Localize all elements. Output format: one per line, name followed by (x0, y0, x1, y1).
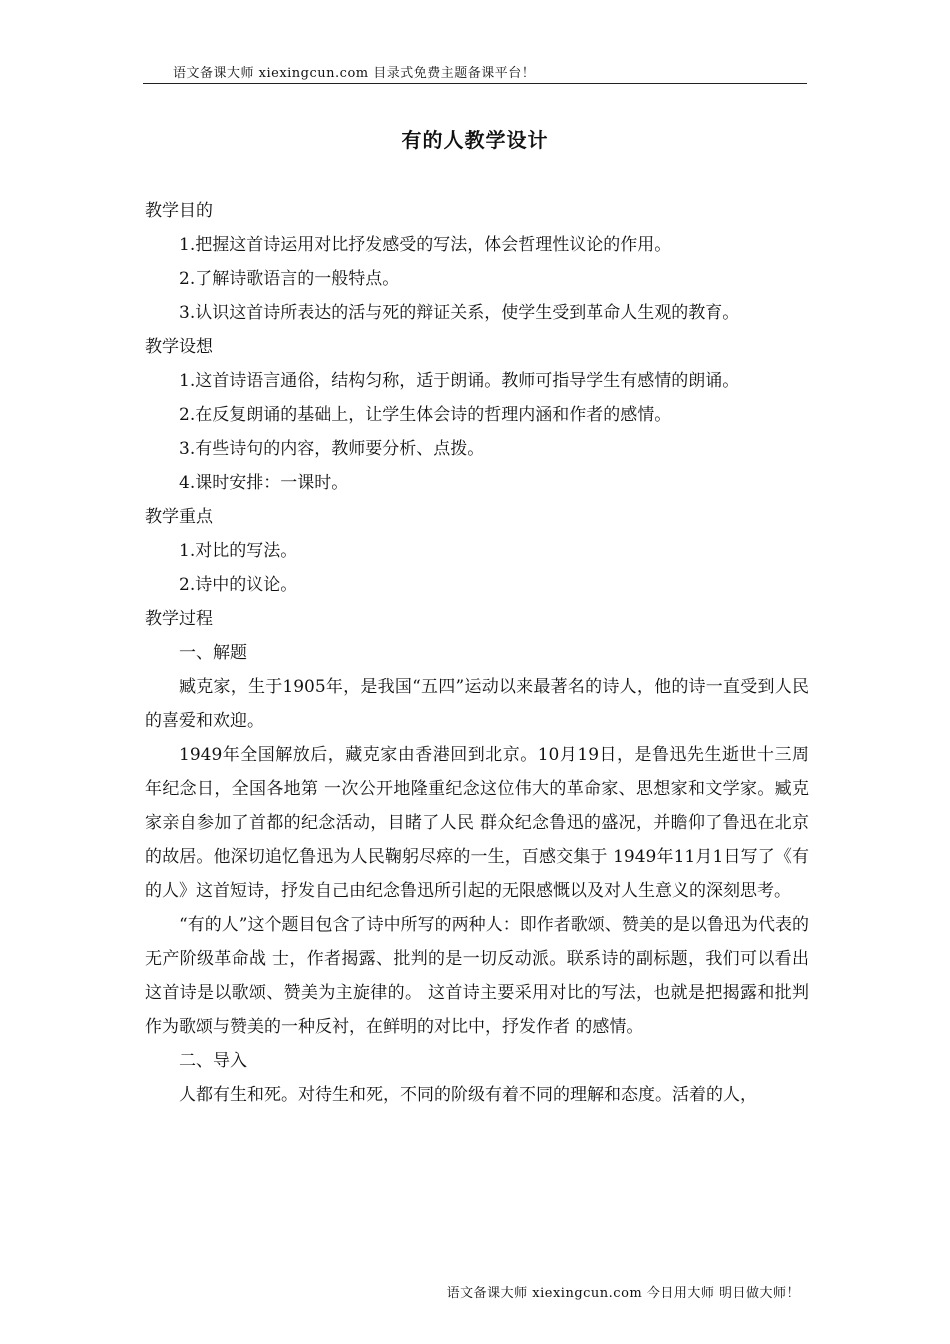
section-heading-design: 教学设想 (145, 337, 213, 357)
page-header: 语文备课大师 xiexingcun.com 目录式免费主题备课平台！ (173, 66, 536, 81)
process-subheading-intro: 一、解题 (179, 643, 247, 663)
section-heading-process: 教学过程 (145, 609, 213, 629)
design-item: 4.课时安排：一课时。 (179, 473, 349, 493)
body-paragraph: “有的人”这个题目包含了诗中所写的两种人：即作者歌颂、赞美的是以鲁迅为代表的无产阶级革命战 士，作者揭露、批判的是一切反动派。联系诗的副标题，我们可以看出这首诗是以歌颂、赞美为主旋律的。 这首诗主要采用对比的写法，也就是把揭露和批判作为歌颂与赞美的一种反衬，在鲜明的对比中，抒发作者 的感情。 (145, 915, 809, 1037)
design-item: 2.在反复朗诵的基础上，让学生体会诗的哲理内涵和作者的感情。 (179, 405, 672, 425)
process-subheading-lead-in: 二、导入 (179, 1051, 247, 1071)
header-divider (143, 83, 807, 84)
section-heading-objectives: 教学目的 (145, 201, 213, 221)
focus-item: 2.诗中的议论。 (179, 575, 298, 595)
design-item: 3.有些诗句的内容，教师要分析、点拨。 (179, 439, 485, 459)
objective-item: 2.了解诗歌语言的一般特点。 (179, 269, 400, 289)
section-heading-focus: 教学重点 (145, 507, 213, 527)
document-title: 有的人教学设计 (401, 128, 549, 152)
body-paragraph: 臧克家，生于1905年，是我国“五四”运动以来最著名的诗人，他的诗一直受到人民的喜爱和欢迎。 (145, 677, 809, 731)
page-footer: 语文备课大师 xiexingcun.com 今日用大师 明日做大师！ (446, 1286, 800, 1301)
body-paragraph: 人都有生和死。对待生和死，不同的阶级有着不同的理解和态度。活着的人， (179, 1085, 757, 1105)
objective-item: 1.把握这首诗运用对比抒发感受的写法，体会哲理性议论的作用。 (179, 235, 672, 255)
body-paragraph: 1949年全国解放后，藏克家由香港回到北京。10月19日，是鲁迅先生逝世十三周年纪念日，全国各地第 一次公开地隆重纪念这位伟大的革命家、思想家和文学家。臧克家亲自参加了首都的纪念活动，目睹了人民 群众纪念鲁迅的盛况，并瞻仰了鲁迅在北京的故居。他深切追忆鲁迅为人民鞠躬尽瘁的一生，百感交集于 1949年11月1日写了《有的人》这首短诗，抒发自己由纪念鲁迅所引起的无限感慨以及对人生意义的深刻思考。 (145, 745, 809, 901)
objective-item: 3.认识这首诗所表达的活与死的辩证关系，使学生受到革命人生观的教育。 (179, 303, 740, 323)
design-item: 1.这首诗语言通俗，结构匀称，适于朗诵。教师可指导学生有感情的朗诵。 (179, 371, 740, 391)
focus-item: 1.对比的写法。 (179, 541, 298, 561)
document-body (145, 194, 809, 1112)
